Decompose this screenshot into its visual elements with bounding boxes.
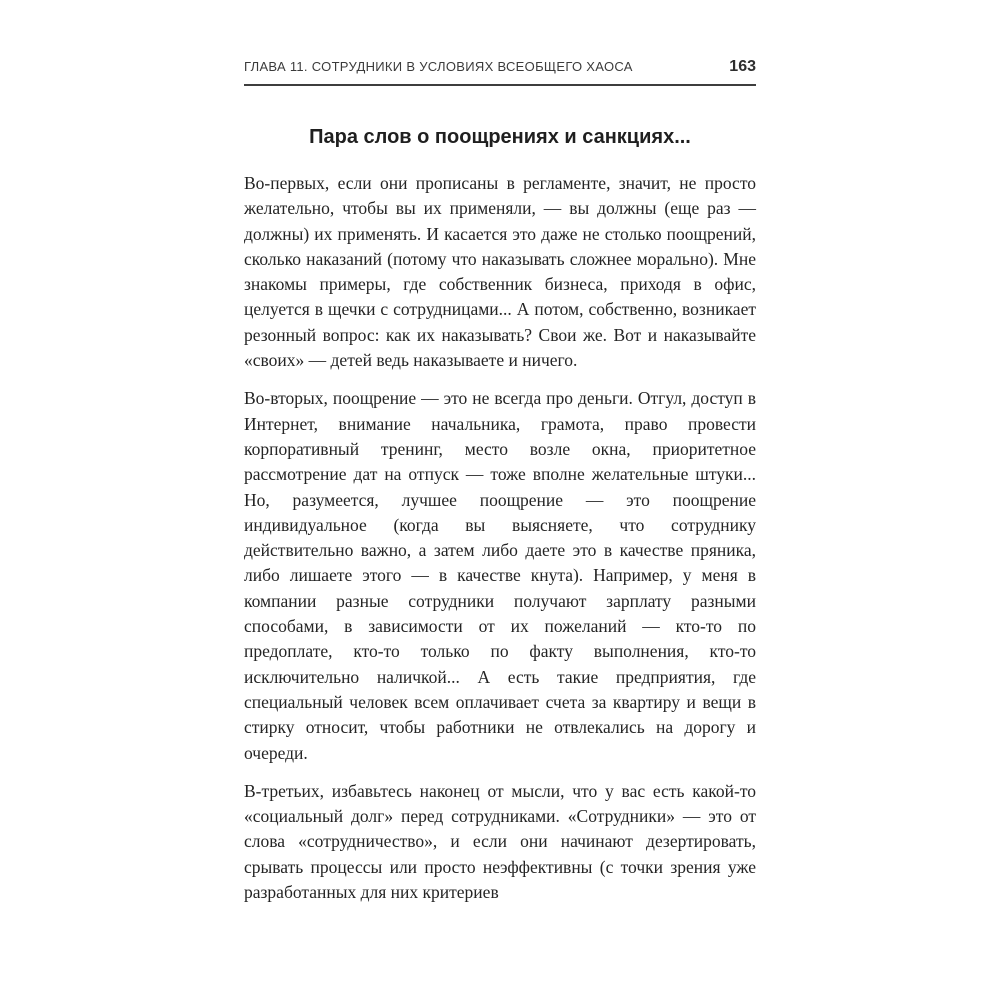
paragraph: Во-первых, если они прописаны в регламенте, значит, не просто желательно, чтобы вы их применяли, — вы должны (еще раз — должны) их применять. И касается это даже не столько поощрений, сколько наказаний (потому что наказывать сложнее морально). Мне знакомы примеры, где собственник бизнеса, приходя в офис, целуется в щечки с сотрудницами... А потом, собственно, возникает резонный вопрос: как их наказывать? Свои же. Вот и наказывайте «своих» — детей ведь наказываете и ничего.: [244, 173, 756, 371]
page-number: 163: [729, 58, 756, 75]
section-title: Пара слов о поощрениях и санкциях...: [309, 126, 691, 148]
chapter-heading: ГЛАВА 11. СОТРУДНИКИ В УСЛОВИЯХ ВСЕОБЩЕГО ХАОСА: [244, 59, 633, 74]
book-page: [244, 0, 756, 905]
paragraph: В-третьих, избавьтесь наконец от мысли, что у вас есть какой-то «социальный долг» перед сотрудниками. «Сотрудники» — это от слова «сотрудничество», и если они начинают дезертировать, срывать процессы или просто неэффективны (с точки зрения уже разработанных для них критериев: [244, 780, 756, 903]
paragraph: Во-вторых, поощрение — это не всегда про деньги. Отгул, доступ в Интернет, внимание начальника, грамота, право провести корпоративный тренинг, место возле окна, приоритетное рассмотрение дат на отпуск — тоже вполне желательные штуки... Но, разумеется, лучшее поощрение — это поощрение индивидуальное (когда вы выясняете, что сотруднику действительно важно, а затем либо даете это в качестве пряника, либо лишаете этого — в качестве кнута). Например, у меня в компании разные сотрудники получают зарплату разными способами, в зависимости от их пожеланий — кто-то по предоплате, кто-то только по факту выполнения, кто-то исключительно наличкой... А есть такие предприятия, где специальный человек всем оплачивает счета за квартиру и вещи в стирку относит, чтобы работники не отвлекались на дорогу и очереди.: [244, 388, 756, 763]
running-header: [244, 58, 756, 86]
page-body: [244, 171, 756, 905]
